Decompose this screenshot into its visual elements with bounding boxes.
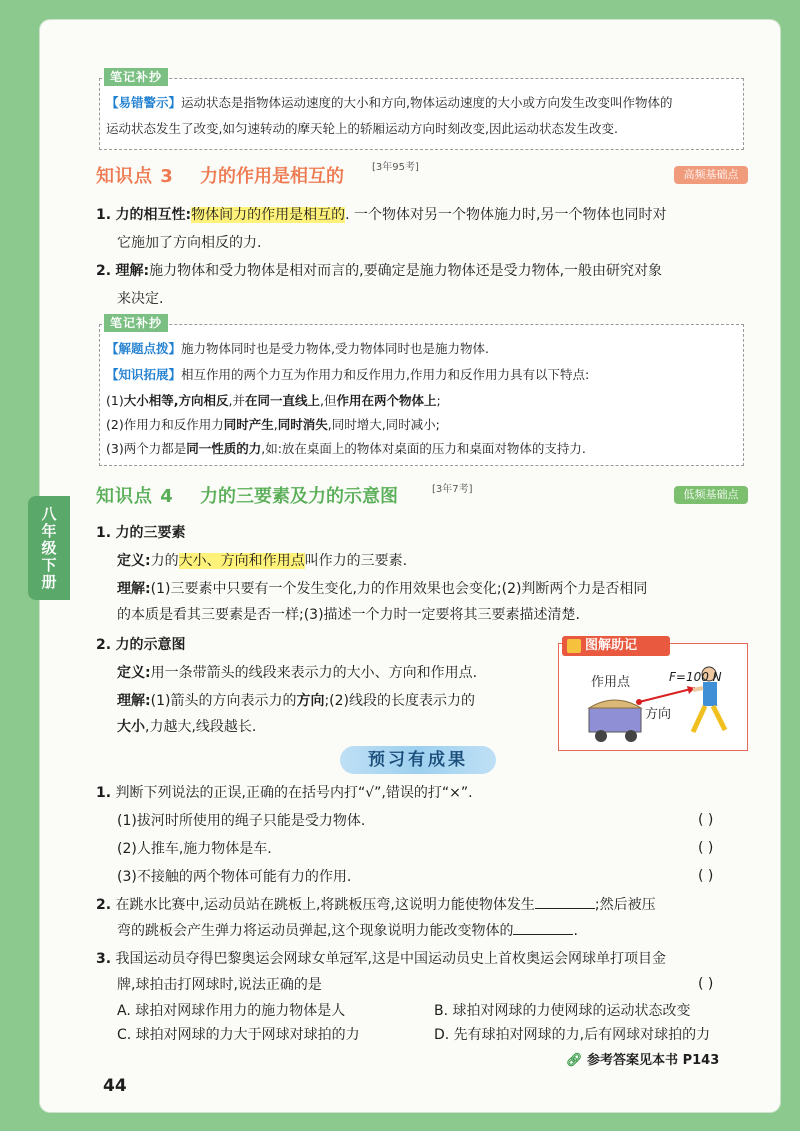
kp3-point2: 2. 理解:施力物体和受力物体是相对而言的,要确定是施力物体还是受力物体,一般由研究对象: [96, 263, 663, 279]
answer-blank-3[interactable]: ( ): [698, 976, 714, 992]
exercise-banner: 预习有成果: [340, 746, 496, 774]
option-c[interactable]: C. 球拍对网球的力大于网球对球拍的力: [117, 1027, 360, 1043]
question-1-item-2: (2)人推车,施力物体是车.: [117, 841, 272, 857]
kp3-point1-line2: 它施加了方向相反的力.: [117, 235, 262, 251]
question-2-line2: 弯的跳板会产生弹力将运动员弹起,这个现象说明力能改变物体的 .: [117, 920, 578, 942]
kp3-label: 知识点 3: [96, 166, 174, 187]
kp4-section2-heading: 2. 力的示意图: [96, 637, 186, 653]
question-3: 3. 我国运动员夺得巴黎奥运会网球女单冠军,这是中国运动员史上首枚奥运会网球单打项目金: [96, 951, 666, 967]
kp4-understanding1-line2: 的本质是看其三要素是否一样;(3)描述一个力时一定要将其三要素描述清楚.: [117, 607, 580, 623]
answer-reference: 🔗︎ 参考答案见本书 P143: [566, 1053, 720, 1068]
fill-blank-2b[interactable]: [513, 920, 573, 935]
kp4-exam-count: [3年7考]: [432, 484, 473, 495]
note1-line2: 运动状态发生了改变,如匀速转动的摩天轮上的轿厢运动方向时刻改变,因此运动状态发生改变.: [106, 121, 618, 136]
note2-extension: 【知识拓展】相互作用的两个力互为作用力和反作用力,作用力和反作用力具有以下特点:: [106, 367, 590, 382]
kp4-title: 力的三要素及力的示意图: [200, 486, 398, 507]
kp3-point2-line2: 来决定.: [117, 291, 164, 307]
option-b[interactable]: B. 球拍对网球的力使网球的运动状态改变: [434, 1003, 691, 1019]
question-1-item-3: (3)不接触的两个物体可能有力的作用.: [117, 869, 352, 885]
grade-side-tab: 八年级下册: [28, 496, 70, 600]
kp4-section1-heading: 1. 力的三要素: [96, 525, 186, 541]
note2-item2: (2)作用力和反作用力同时产生,同时消失,同时增大,同时减小;: [106, 417, 440, 432]
option-d[interactable]: D. 先有球拍对网球的力,后有网球对球拍的力: [434, 1027, 711, 1043]
note-tag-1: 笔记补抄: [104, 68, 168, 86]
note-box-1: [99, 78, 744, 150]
kp4-definition2: 定义:用一条带箭头的线段来表示力的大小、方向和作用点.: [117, 665, 478, 681]
memo-icon: [567, 639, 581, 653]
diagram-direction-label: 方向: [645, 707, 672, 722]
kp3-title: 力的作用是相互的: [200, 166, 344, 187]
note2-item1: (1)大小相等,方向相反,并在同一直线上,但作用在两个物体上;: [106, 393, 441, 408]
diagram-force-label: F=100 N: [669, 670, 722, 684]
note2-item3: (3)两个力都是同一性质的力,如:放在桌面上的物体对桌面的压力和桌面对物体的支持力.: [106, 441, 586, 456]
kp3-exam-count: [3年95考]: [372, 162, 419, 173]
answer-blank-1-1[interactable]: ( ): [698, 812, 714, 828]
kp4-understanding2: 理解:(1)箭头的方向表示力的方向;(2)线段的长度表示力的: [117, 693, 476, 709]
diagram-point-label: 作用点: [591, 675, 631, 690]
page-number: 44: [103, 1076, 127, 1096]
question-1: 1. 判断下列说法的正误,正确的在括号内打“√”,错误的打“×”.: [96, 785, 473, 801]
kp3-point1: 1. 力的相互性:物体间力的作用是相互的. 一个物体对另一个物体施力时,另一个物体也同时对: [96, 207, 667, 223]
kp4-frequency-badge: 低频基础点: [674, 486, 748, 504]
kp4-understanding1: 理解:(1)三要素中只要有一个发生变化,力的作用效果也会变化;(2)判断两个力是否相同: [117, 581, 648, 597]
answer-blank-1-3[interactable]: ( ): [698, 868, 714, 884]
force-diagram-illustration: [559, 644, 747, 750]
note2-tip: 【解题点拨】施力物体同时也是受力物体,受力物体同时也是施力物体.: [106, 341, 489, 356]
answer-blank-1-2[interactable]: ( ): [698, 840, 714, 856]
note-tag-2: 笔记补抄: [104, 314, 168, 332]
kp3-frequency-badge: 高频基础点: [674, 166, 748, 184]
kp4-label: 知识点 4: [96, 486, 174, 507]
question-2: 2. 在跳水比赛中,运动员站在跳板上,将跳板压弯,这说明力能使物体发生 ;然后被压: [96, 894, 656, 916]
kp4-definition1: 定义:力的大小、方向和作用点叫作力的三要素.: [117, 553, 408, 569]
link-icon: 🔗︎: [566, 1053, 583, 1068]
diagram-tag: 图解助记: [562, 636, 670, 656]
force-diagram: [558, 643, 748, 751]
note1-line1: 【易错警示】运动状态是指物体运动速度的大小和方向,物体运动速度的大小或方向发生改变叫作物体的: [106, 95, 673, 110]
kp4-understanding2-line2: 大小,力越大,线段越长.: [117, 719, 257, 735]
error-warning-tag: 【易错警示】: [106, 95, 182, 110]
option-a[interactable]: A. 球拍对网球作用力的施力物体是人: [117, 1003, 346, 1019]
question-1-item-1: (1)拔河时所使用的绳子只能是受力物体.: [117, 813, 366, 829]
question-3-line2: 牌,球拍击打网球时,说法正确的是: [117, 977, 322, 993]
fill-blank-2a[interactable]: [535, 894, 595, 909]
